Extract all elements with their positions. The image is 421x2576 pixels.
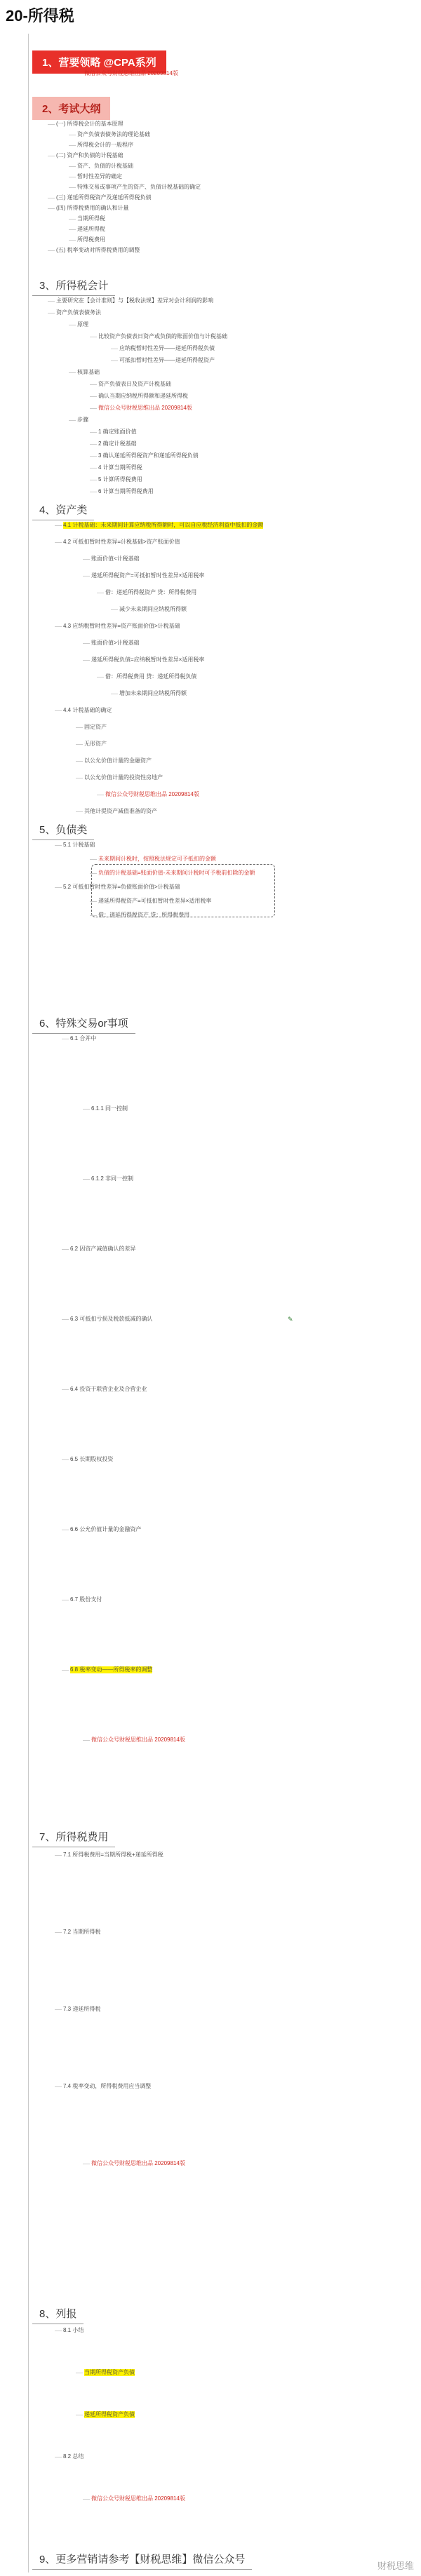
- s6list-item: 6.5 长期股权投资: [70, 1456, 114, 1462]
- outline-item: 所得税会计的一般程序: [77, 142, 133, 148]
- connector-line: [55, 845, 62, 846]
- section-7[interactable]: 7、所得税费用: [32, 1826, 115, 1847]
- s1-note: 微信公众号财税思维出品 20209814版: [84, 70, 178, 76]
- s3list-item: 核算基础: [77, 369, 100, 375]
- connector-line: [62, 1319, 69, 1320]
- connector-line: [76, 727, 83, 728]
- section-2[interactable]: 2、考试大纲: [32, 97, 110, 120]
- outline-item: (三) 递延所得税资产及递延所得税负债: [56, 194, 152, 201]
- outline-item: 当期所得税: [77, 215, 105, 222]
- s3list-item: 可抵扣暂时性差异——递延所得税资产: [119, 357, 215, 363]
- section-8[interactable]: 8、列报: [32, 2303, 83, 2324]
- connector-line: [90, 901, 97, 902]
- s4list-item: 4.2 可抵扣暂时性差异=计税基础>资产账面价值: [63, 539, 180, 545]
- page-title: 20-所得税: [6, 7, 74, 25]
- s3list-item: 主要研究在【会计准则】与【税收法规】差异对会计利润的影响: [56, 297, 213, 304]
- connector-line: [83, 1179, 90, 1180]
- connector-line: [83, 1740, 90, 1741]
- s6list-item: 6.2 因资产减值确认的差异: [70, 1246, 136, 1252]
- section-6[interactable]: 6、特殊交易or事项: [32, 1013, 135, 1034]
- s6list-item: 6.8 税率变动——所得税率的调整: [70, 1666, 153, 1673]
- connector-line: [111, 360, 118, 361]
- s5list-item: 5.2 可抵扣暂时性差异=负债账面价值>计税基础: [63, 884, 180, 890]
- s5list-item: 未来期间计税时，按照税法规定可予抵扣的金额: [98, 856, 216, 862]
- section-3[interactable]: 3、所得税会计: [32, 275, 115, 296]
- s4list-item: 其他计提资产减值准备的资产: [84, 808, 157, 814]
- s6list-item: 6.6 公允价值计量的金融资产: [70, 1526, 142, 1532]
- s3list-item: 微信公众号财税思维出品 20209814版: [98, 405, 192, 411]
- connector-line: [62, 1389, 69, 1390]
- section-9[interactable]: 9、更多营销请参考【财税思维】微信公众号: [32, 2549, 252, 2570]
- s7list-item: 7.4 税率变动，所得税费用应当调整: [63, 2083, 152, 2089]
- connector-line: [90, 396, 97, 397]
- connector-line: [90, 873, 97, 874]
- connector-line: [69, 145, 76, 146]
- s5list-item: 借：递延所得税资产 贷：所得税费用: [98, 912, 190, 918]
- s3list-item: 确认当期应纳税所得额和递延所得税: [98, 393, 188, 399]
- connector-line: [90, 384, 97, 385]
- s3list-item: 3 确认递延所得税资产和递延所得税负债: [98, 452, 199, 459]
- outline-item: 特殊交易或事项产生的资产、负债计税基础的确定: [77, 184, 201, 190]
- trunk-line: [28, 34, 29, 2572]
- connector-line: [90, 432, 97, 433]
- connector-line: [90, 444, 97, 445]
- s3list-item: 步骤: [77, 417, 88, 423]
- connector-line: [69, 166, 76, 167]
- s8list-item: 递延所得税资产负债: [84, 2411, 135, 2417]
- outline-item: 递延所得税: [77, 226, 105, 232]
- connector-line: [69, 229, 76, 230]
- connector-line: [69, 187, 76, 188]
- s5list-item: 负债的计税基础=账面价值-未来期间计税时可予税前扣除的金额: [98, 870, 255, 876]
- connector-line: [69, 240, 76, 241]
- s3list-item: 比较资产负债表日资产或负债的账面价值与计税基础: [98, 333, 227, 339]
- s3list-item: 6 计算当期所得税费用: [98, 488, 154, 494]
- connector-line: [83, 643, 90, 644]
- s4list-item: 借：所得税费用 贷：递延所得税负债: [105, 673, 197, 680]
- connector-line: [76, 811, 83, 812]
- connector-line: [69, 372, 76, 373]
- connector-line: [48, 124, 55, 125]
- connector-line: [55, 887, 62, 888]
- connector-line: [55, 1932, 62, 1933]
- outline-item: 暂时性差异的确定: [77, 173, 122, 180]
- connector-line: [111, 609, 118, 610]
- s8list-item: 8.2 总结: [63, 2453, 84, 2460]
- s4list-item: 账面价值>计税基础: [91, 640, 140, 646]
- connector-line: [62, 1249, 69, 1250]
- connector-line: [83, 660, 90, 661]
- s3list-item: 2 确定计税基础: [98, 440, 137, 447]
- s8list-item: 8.1 小结: [63, 2327, 84, 2333]
- s4list-item: 微信公众号财税思维出品 20209814版: [105, 791, 199, 797]
- connector-line: [62, 1459, 69, 1460]
- s3list-item: 资产负债表债务法: [56, 309, 101, 316]
- connector-line: [69, 219, 76, 220]
- section-1[interactable]: 1、营要领略 @CPA系列: [32, 50, 166, 74]
- connector-line: [90, 408, 97, 409]
- s4list-item: 固定资产: [84, 724, 107, 730]
- handwritten-note: ✎: [288, 1316, 293, 1323]
- s4list-item: 借：递延所得税资产 贷：所得税费用: [105, 589, 197, 595]
- s5list-item: 递延所得税资产=可抵扣暂时性差异×适用税率: [98, 898, 212, 904]
- s3list-item: 应纳税暂时性差异——递延所得税负债: [119, 345, 215, 351]
- s7list-item: 7.3 递延所得税: [63, 2006, 101, 2012]
- s4list-item: 增加未来期间应纳税所得额: [119, 690, 187, 696]
- s6list-item: 6.7 股份支付: [70, 1596, 102, 1603]
- connector-line: [55, 710, 62, 711]
- connector-line: [83, 2499, 90, 2500]
- s7list-item: 微信公众号财税思维出品 20209814版: [91, 2160, 185, 2166]
- s3list-item: 1 确定账面价值: [98, 429, 137, 435]
- connector-line: [48, 208, 55, 209]
- connector-line: [55, 525, 62, 526]
- connector-line: [90, 859, 97, 860]
- s6list-item: 6.1 合并中: [70, 1035, 97, 1041]
- outline-item: (四) 所得税费用的确认和计量: [56, 205, 129, 211]
- outline-item: (五) 税率变动对所得税费用的调整: [56, 247, 140, 253]
- s4list-item: 无形资产: [84, 741, 107, 747]
- watermark: 财税思维: [377, 2561, 414, 2571]
- s8list-item: 微信公众号财税思维出品 20209814版: [91, 2495, 185, 2502]
- s4list-item: 以公允价值计量的金融资产: [84, 757, 152, 764]
- s4list-item: 递延所得税资产=可抵扣暂时性差异×适用税率: [91, 572, 205, 579]
- connector-line: [90, 915, 97, 916]
- s4list-item: 4.4 计税基础的确定: [63, 707, 112, 713]
- connector-line: [55, 626, 62, 627]
- connector-line: [55, 1855, 62, 1856]
- connector-line: [83, 559, 90, 560]
- connector-line: [62, 1670, 69, 1671]
- outline-item: (二) 资产和负债的计税基础: [56, 152, 123, 159]
- s6list-item: 6.1.2 非同一控制: [91, 1175, 134, 1182]
- outline-item: (一) 所得税会计的基本原理: [56, 121, 123, 127]
- s6list-item: 6.4 投资于联营企业及合营企业: [70, 1386, 147, 1392]
- connector-line: [55, 2009, 62, 2010]
- outline-item: 资产负债表债务法的理论基础: [77, 131, 150, 137]
- s4list-item: 减少未来期间应纳税所得额: [119, 606, 187, 612]
- s4list-item: 账面价值<计税基础: [91, 555, 140, 562]
- s6list-item: 微信公众号财税思维出品 20209814版: [91, 1737, 185, 1743]
- s7list-item: 7.1 所得税费用=当期所得税+递延所得税: [63, 1852, 163, 1858]
- outline-item: 所得税费用: [77, 236, 105, 243]
- s4list-item: 4.1 计税基础：未来期间计算应纳税所得额时，可以自应税经济利益中抵扣的金额: [63, 522, 264, 528]
- s3list-item: 资产负债表日及资产计税基础: [98, 381, 171, 387]
- s3list-item: 5 计算所得税费用: [98, 476, 142, 483]
- connector-line: [48, 301, 55, 302]
- connector-line: [83, 1109, 90, 1110]
- connector-line: [48, 250, 55, 251]
- section-4[interactable]: 4、资产类: [32, 499, 94, 520]
- s4list-item: 以公允价值计量的投资性房地产: [84, 774, 163, 781]
- s8list-item: 当期所得税资产负债: [84, 2369, 135, 2375]
- s6list-item: 6.1.1 同一控制: [91, 1105, 128, 1112]
- section-5[interactable]: 5、负债类: [32, 819, 94, 840]
- connector-line: [55, 542, 62, 543]
- s5list-item: 5.1 计税基础: [63, 842, 95, 848]
- connector-line: [76, 744, 83, 745]
- s4list-item: 递延所得税负债=应纳税暂时性差异×适用税率: [91, 656, 205, 663]
- connector-line: [69, 420, 76, 421]
- s3list-item: 原理: [77, 321, 88, 328]
- connector-line: [55, 2086, 62, 2087]
- connector-line: [90, 456, 97, 457]
- s7list-item: 7.2 当期所得税: [63, 1929, 101, 1935]
- s3list-item: 4 计算当期所得税: [98, 464, 142, 471]
- s6list-item: 6.3 可抵扣亏损及税款抵减的确认: [70, 1316, 153, 1322]
- outline-item: 资产、负债的计税基础: [77, 163, 133, 169]
- connector-line: [76, 761, 83, 762]
- s4list-item: 4.3 应纳税暂时性差异=资产账面价值>计税基础: [63, 623, 180, 629]
